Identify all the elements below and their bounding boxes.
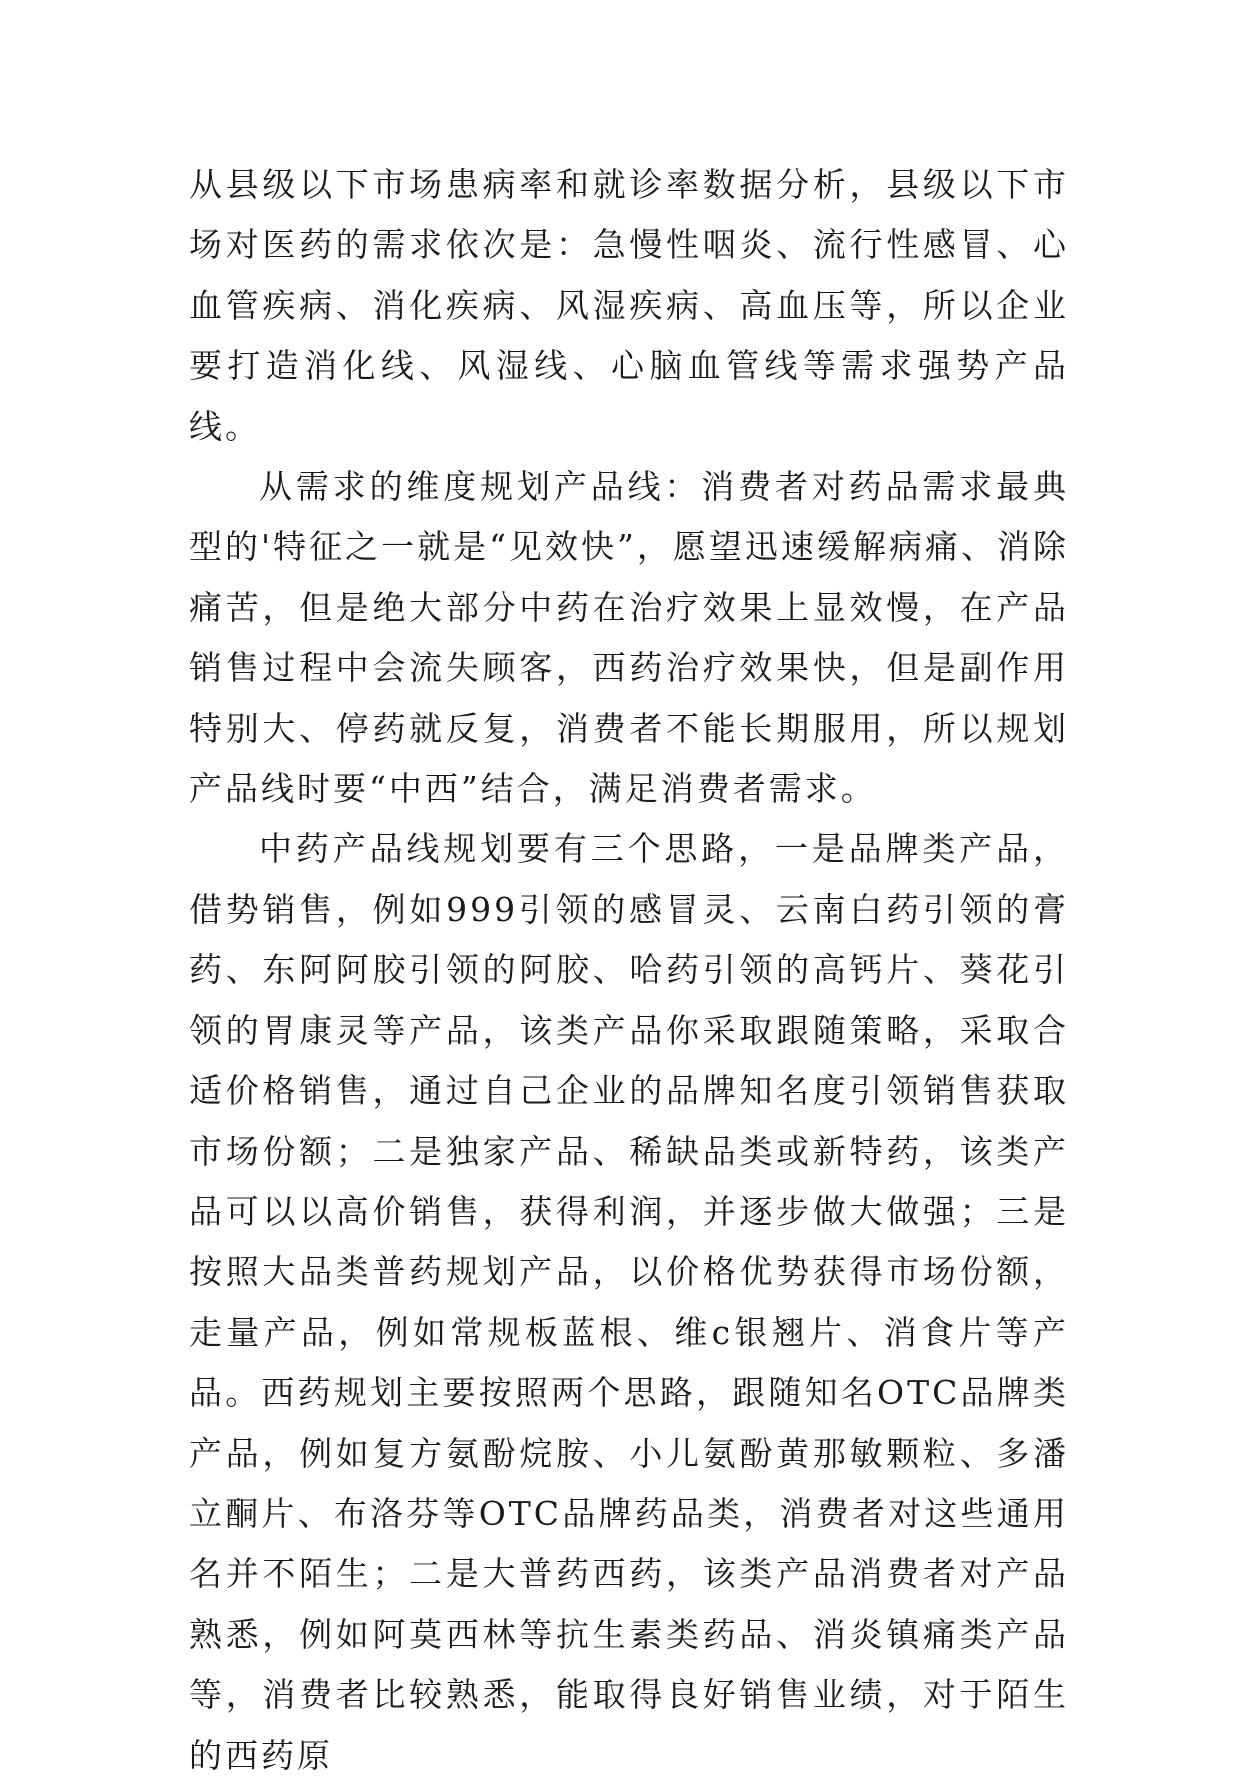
paragraph-3: 中药产品线规划要有三个思路，一是品牌类产品，借势销售，例如999引领的感冒灵、云南白药引领的膏药、东阿阿胶引领的阿胶、哈药引领的高钙片、葵花引领的胃康灵等产品，该类产品你采取跟随策略，采取合适价格销售，通过自己企业的品牌知名度引领销售获取市场份额；二是独家产品、稀缺品类或新特药，该类产品可以以高价销售，获得利润，并逐步做大做强；三是按照大品类普药规划产品，以价格优势获得市场份额，走量产品，例如常规板蓝根、维c银翘片、消食片等产品。西药规划主要按照两个思路，跟随知名OTC品牌类产品，例如复方氨酚烷胺、小儿氨酚黄那敏颗粒、多潘立酮片、布洛芬等OTC品牌药品类，消费者对这些通用名并不陌生；二是大普药西药，该类产品消费者对产品熟悉，例如阿莫西林等抗生素类药品、消炎镇痛类产品等，消费者比较熟悉，能取得良好销售业绩，对于陌生的西药原 (189, 829, 1069, 1775)
body-text (189, 155, 1069, 1786)
paragraph-2: 从需求的维度规划产品线：消费者对药品需求最典型的'特征之一就是“见效快”，愿望迅速缓解病痛、消除痛苦，但是绝大部分中药在治疗效果上显效慢，在产品销售过程中会流失顾客，西药治疗效果快，但是副作用特别大、停药就反复，消费者不能长期服用，所以规划产品线时要“中西”结合，满足消费者需求。 (189, 467, 1069, 809)
paragraph-1: 从县级以下市场患病率和就诊率数据分析，县级以下市场对医药的需求依次是：急慢性咽炎、流行性感冒、心血管疾病、消化疾病、风湿疾病、高血压等，所以企业要打造消化线、风湿线、心脑血管线等需求强势产品线。 (189, 165, 1069, 446)
